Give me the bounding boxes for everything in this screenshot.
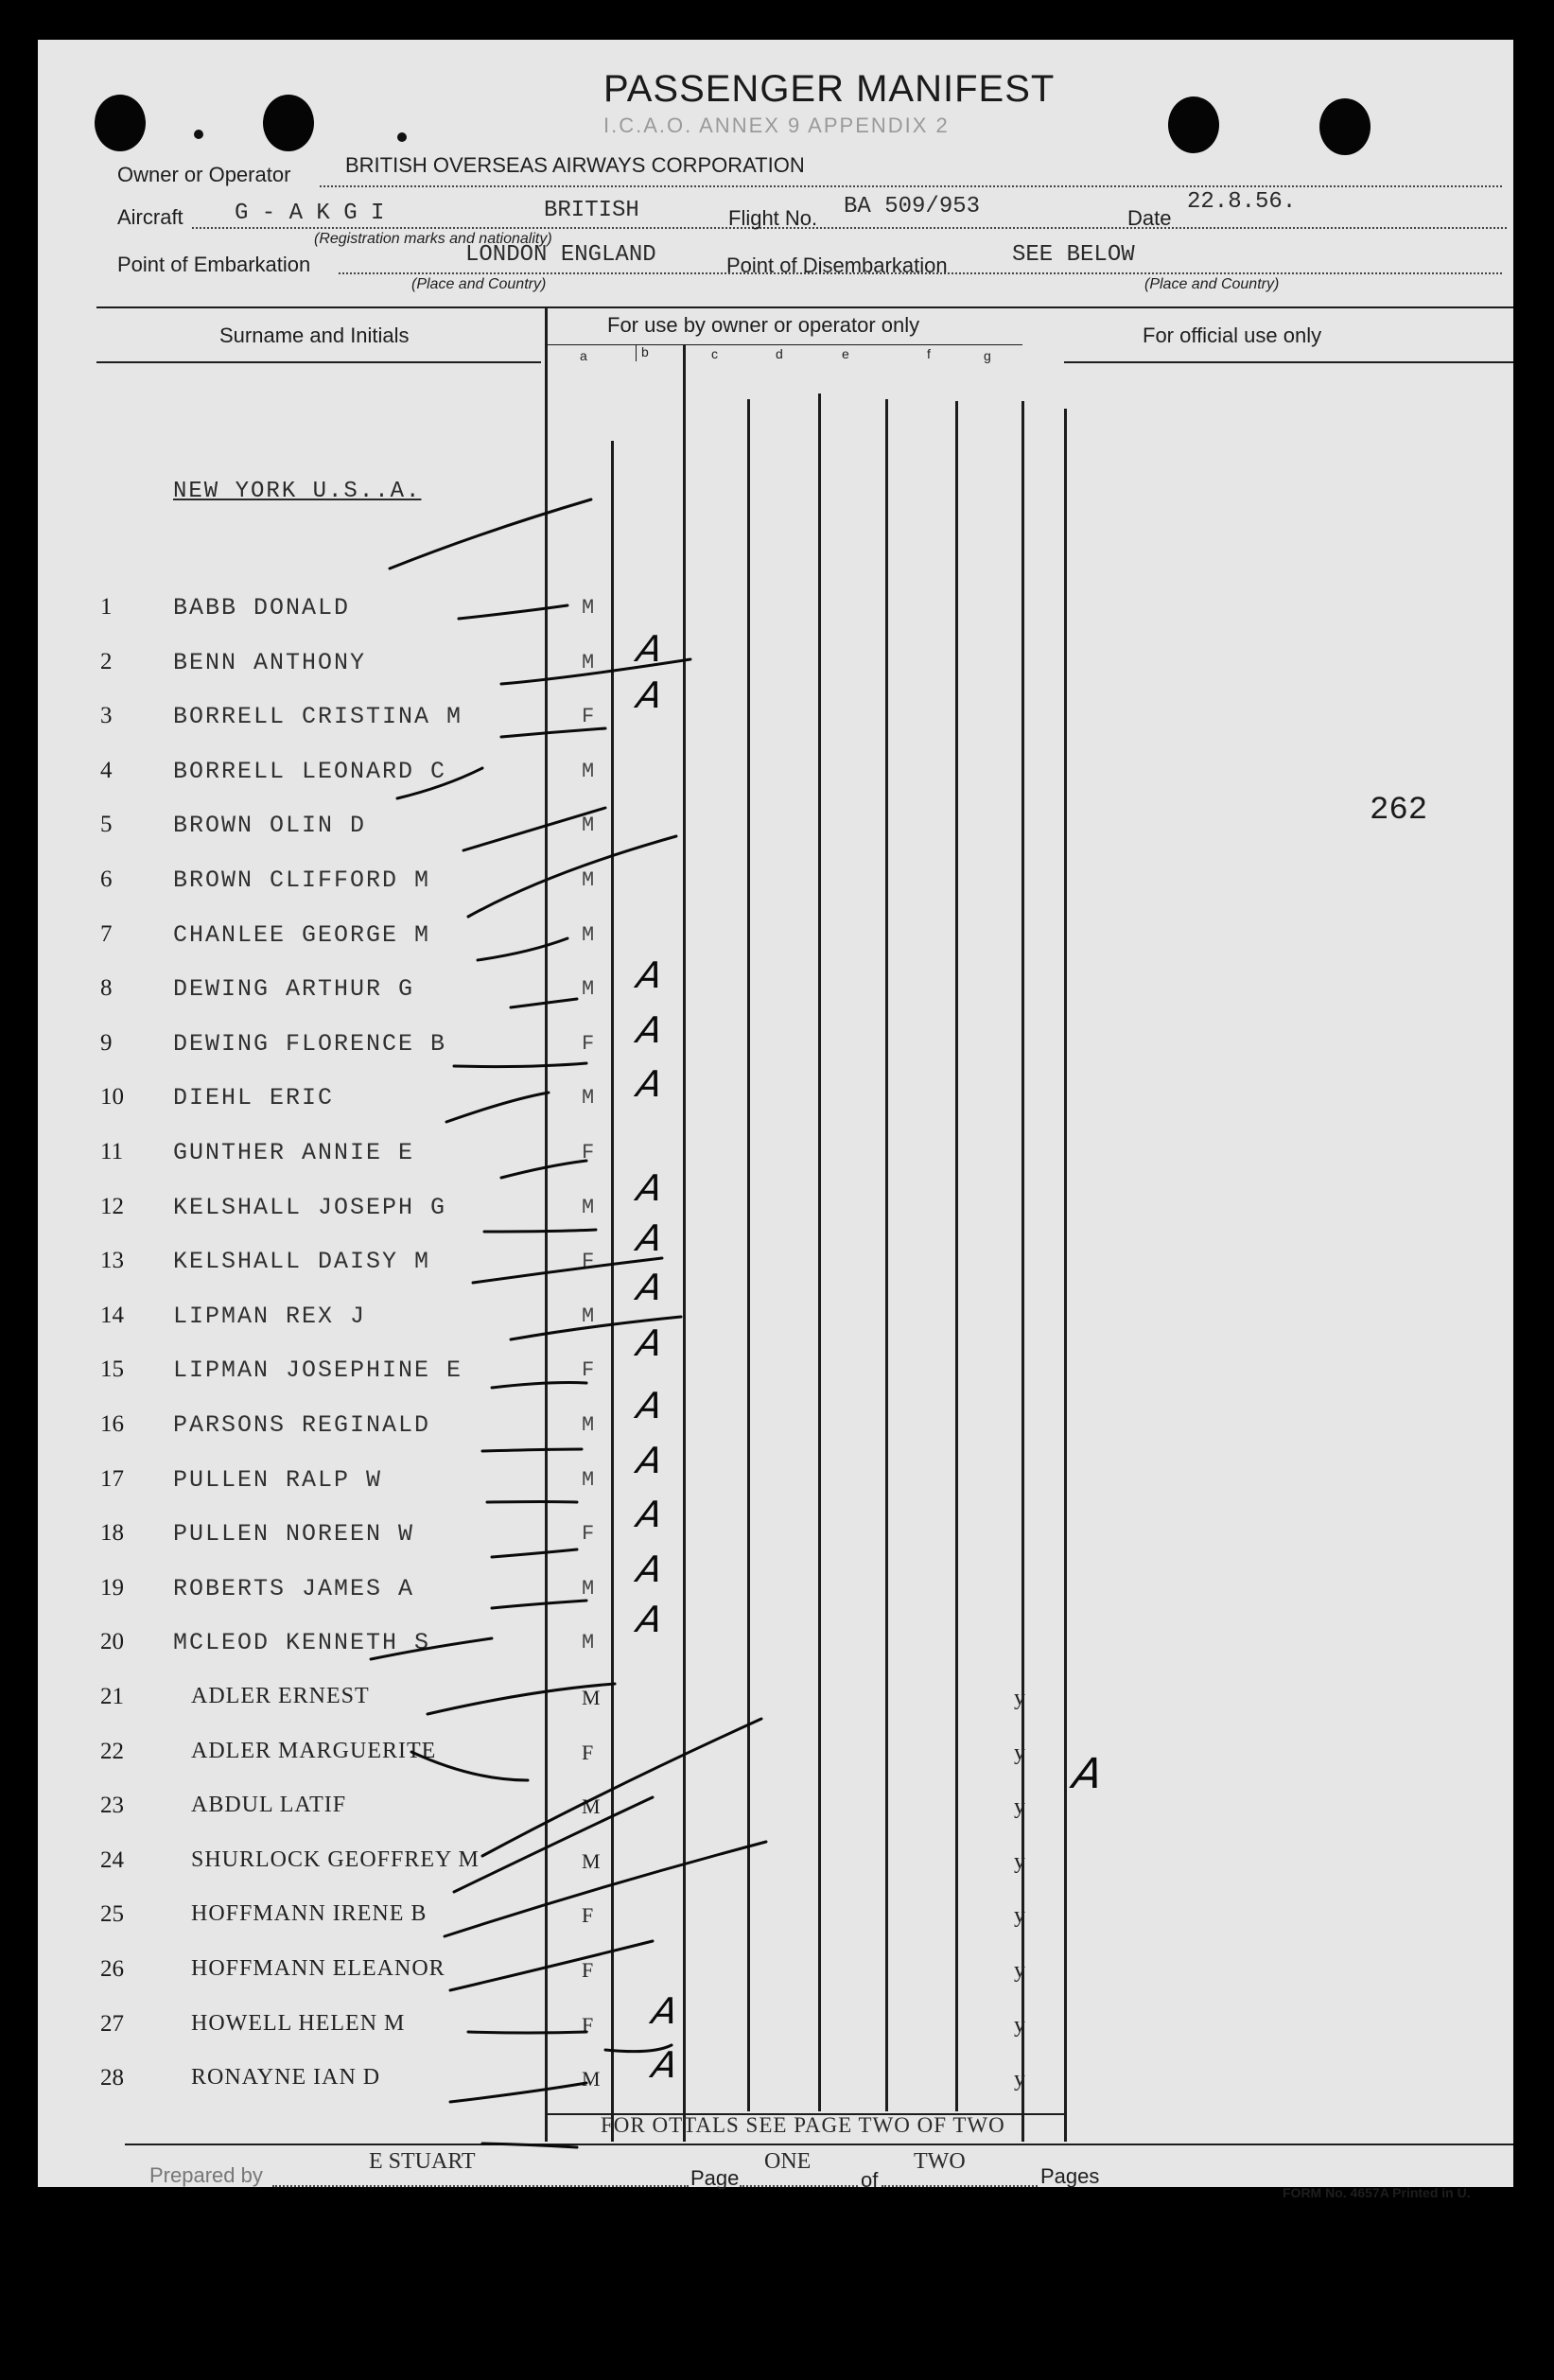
pen-stroke bbox=[482, 2144, 577, 2147]
row-number: 7 bbox=[100, 920, 113, 947]
form-number: FORM No. 4657A Printed in U. bbox=[1283, 2185, 1471, 2200]
handwritten-a-mark: A bbox=[634, 1385, 666, 1426]
date-label: Date bbox=[1127, 206, 1172, 230]
handwritten-a-mark: A bbox=[634, 1494, 666, 1536]
row-number: 1 bbox=[100, 594, 113, 620]
pen-stroke bbox=[371, 1638, 492, 1659]
passenger-sex: M bbox=[582, 650, 595, 674]
pen-strokes bbox=[38, 40, 1513, 2187]
handwritten-a-mark: A bbox=[634, 1439, 666, 1481]
handwritten-a-mark: A bbox=[634, 1266, 666, 1308]
row-number: 12 bbox=[100, 1193, 124, 1219]
prepared-value: E STUART bbox=[369, 2149, 476, 2174]
passenger-sex: M bbox=[582, 1467, 595, 1492]
subcol-b: b bbox=[641, 344, 649, 359]
passenger-sex: M bbox=[582, 1794, 601, 1819]
passenger-sex: M bbox=[582, 1576, 595, 1601]
handwritten-a-mark: A bbox=[634, 1063, 666, 1106]
handwritten-a-mark: A bbox=[634, 1599, 666, 1641]
owner-use-column-header: For use by owner or operator only bbox=[607, 313, 920, 337]
y-mark: y bbox=[1014, 1958, 1025, 1983]
row-number: 25 bbox=[100, 1901, 124, 1928]
passenger-sex: M bbox=[582, 1848, 601, 1873]
disembarkation-label: Point of Disembarkation bbox=[726, 254, 948, 277]
pen-stroke bbox=[484, 1230, 596, 1232]
pen-stroke bbox=[478, 938, 567, 960]
passenger-name: DIEHL ERIC bbox=[173, 1084, 335, 1112]
pen-stroke bbox=[492, 1549, 577, 1557]
row-number: 20 bbox=[100, 1629, 124, 1655]
passenger-name: BORRELL LEONARD C bbox=[173, 757, 447, 785]
passenger-name: ADLER ERNEST bbox=[191, 1684, 370, 1708]
passenger-sex: F bbox=[582, 1740, 594, 1764]
row-number: 14 bbox=[100, 1302, 124, 1328]
official-use-mark: A bbox=[1069, 1750, 1107, 1798]
handwritten-a-mark: A bbox=[649, 1989, 681, 2032]
flight-value: BA 509/953 bbox=[844, 194, 981, 219]
owner-label: Owner or Operator bbox=[117, 163, 291, 186]
pen-stroke bbox=[454, 1063, 586, 1067]
passenger-sex: F bbox=[582, 1250, 595, 1274]
pen-stroke bbox=[450, 2083, 586, 2102]
passenger-sex: M bbox=[582, 868, 595, 892]
pen-stroke bbox=[446, 1093, 549, 1122]
passenger-name: ADLER MARGUERITE bbox=[191, 1738, 437, 1763]
y-mark: y bbox=[1014, 2012, 1025, 2038]
passenger-name: ROBERTS JAMES A bbox=[173, 1574, 415, 1602]
date-value: 22.8.56. bbox=[1187, 189, 1297, 215]
nationality-value: BRITISH bbox=[544, 198, 639, 223]
passenger-name: HOFFMANN ELEANOR bbox=[191, 1956, 445, 1981]
pen-stroke bbox=[411, 1752, 528, 1780]
passenger-name: CHANLEE GEORGE M bbox=[173, 920, 431, 949]
side-page-number: 262 bbox=[1370, 793, 1428, 829]
passenger-name: LIPMAN JOSEPHINE E bbox=[173, 1356, 463, 1385]
pen-stroke bbox=[468, 836, 676, 917]
passenger-sex: M bbox=[582, 759, 595, 783]
passenger-name: DEWING ARTHUR G bbox=[173, 975, 415, 1004]
passenger-sex: M bbox=[582, 814, 595, 838]
passenger-sex: F bbox=[582, 1031, 595, 1056]
passenger-name: BENN ANTHONY bbox=[173, 648, 367, 676]
row-number: 19 bbox=[100, 1574, 124, 1601]
passenger-name: PULLEN NOREEN W bbox=[173, 1520, 415, 1549]
subcol-e: e bbox=[842, 346, 849, 361]
subcol-c: c bbox=[711, 346, 718, 361]
prepared-label: Prepared by bbox=[149, 2163, 263, 2187]
passenger-name: DEWING FLORENCE B bbox=[173, 1029, 447, 1058]
handwritten-a-mark: A bbox=[634, 1166, 666, 1209]
passenger-sex: M bbox=[582, 977, 595, 1002]
pen-stroke bbox=[501, 728, 605, 737]
row-number: 16 bbox=[100, 1411, 124, 1437]
passenger-name: BABB DONALD bbox=[173, 594, 351, 621]
pen-stroke bbox=[454, 1797, 653, 1892]
pen-stroke bbox=[463, 808, 605, 850]
y-mark: y bbox=[1014, 1740, 1025, 1765]
pen-stroke bbox=[492, 1383, 586, 1388]
pen-stroke bbox=[473, 1258, 662, 1283]
pen-stroke bbox=[482, 1449, 582, 1451]
y-mark: y bbox=[1014, 1686, 1025, 1710]
y-mark: y bbox=[1014, 1903, 1025, 1929]
passenger-sex: M bbox=[582, 922, 595, 947]
passenger-sex: M bbox=[582, 2067, 601, 2091]
handwritten-a-mark: A bbox=[634, 1322, 666, 1365]
pen-stroke bbox=[501, 659, 690, 684]
embarkation-value: LONDON ENGLAND bbox=[465, 242, 656, 268]
passenger-name: KELSHALL JOSEPH G bbox=[173, 1193, 447, 1221]
pen-stroke bbox=[511, 999, 577, 1007]
passenger-sex: F bbox=[582, 705, 595, 729]
aircraft-value: G - A K G I bbox=[235, 201, 385, 226]
row-number: 15 bbox=[100, 1356, 124, 1383]
surname-column-header: Surname and Initials bbox=[219, 324, 410, 347]
pen-stroke bbox=[511, 1317, 681, 1339]
handwritten-a-mark: A bbox=[634, 627, 666, 670]
row-number: 2 bbox=[100, 648, 113, 674]
row-number: 6 bbox=[100, 866, 113, 892]
passenger-name: RONAYNE IAN D bbox=[191, 2065, 381, 2091]
row-number: 23 bbox=[100, 1793, 124, 1819]
row-number: 17 bbox=[100, 1465, 124, 1492]
row-number: 13 bbox=[100, 1248, 124, 1274]
row-number: 22 bbox=[100, 1738, 124, 1764]
pen-stroke bbox=[501, 1161, 586, 1178]
row-number: 11 bbox=[100, 1139, 124, 1164]
manifest-sheet bbox=[38, 40, 1513, 2200]
disembarkation-value: SEE BELOW bbox=[1012, 242, 1135, 268]
passenger-sex: F bbox=[582, 1358, 595, 1383]
pen-stroke bbox=[482, 1719, 761, 1856]
handwritten-a-mark: A bbox=[649, 2044, 681, 2087]
passenger-sex: F bbox=[582, 1522, 595, 1547]
totals-note: FOR OTTALS SEE PAGE TWO OF TWO bbox=[601, 2113, 1005, 2137]
passenger-name: GUNTHER ANNIE E bbox=[173, 1139, 415, 1166]
pages-label: Pages bbox=[1040, 2164, 1100, 2188]
section-heading: NEW YORK U.S..A. bbox=[173, 479, 422, 504]
flight-label: Flight No. bbox=[728, 206, 818, 230]
row-number: 8 bbox=[100, 975, 113, 1002]
row-number: 28 bbox=[100, 2065, 124, 2091]
handwritten-a-mark: A bbox=[634, 1217, 666, 1260]
passenger-sex: M bbox=[582, 1413, 595, 1437]
handwritten-a-mark: A bbox=[634, 1008, 666, 1051]
passenger-name: HOWELL HELEN M bbox=[191, 2010, 406, 2036]
pen-stroke bbox=[450, 1941, 653, 1990]
passenger-name: BORRELL CRISTINA M bbox=[173, 703, 463, 731]
official-use-column-header: For official use only bbox=[1143, 324, 1322, 347]
pen-stroke bbox=[428, 1684, 615, 1714]
embarkation-note: (Place and Country) bbox=[411, 276, 547, 292]
passenger-name: LIPMAN REX J bbox=[173, 1302, 367, 1330]
pen-stroke bbox=[459, 605, 567, 619]
y-mark: y bbox=[1014, 1794, 1025, 1820]
row-number: 24 bbox=[100, 1846, 124, 1873]
passenger-name: SHURLOCK GEOFFREY M bbox=[191, 1846, 480, 1872]
row-number: 18 bbox=[100, 1520, 124, 1547]
row-number: 5 bbox=[100, 812, 113, 838]
pen-stroke bbox=[468, 2032, 586, 2033]
pen-stroke bbox=[445, 1842, 766, 1936]
passenger-name: PULLEN RALP W bbox=[173, 1465, 383, 1494]
passenger-sex: F bbox=[582, 1958, 594, 1982]
passenger-sex: F bbox=[582, 1141, 595, 1164]
pen-stroke bbox=[492, 1601, 586, 1608]
passenger-sex: M bbox=[582, 1686, 601, 1709]
pen-stroke bbox=[487, 1502, 577, 1503]
subcol-f: f bbox=[927, 346, 931, 361]
passenger-name: KELSHALL DAISY M bbox=[173, 1248, 431, 1276]
of-value: TWO bbox=[914, 2149, 966, 2174]
handwritten-a-mark: A bbox=[634, 954, 666, 997]
registration-note: (Registration marks and nationality) bbox=[314, 231, 552, 247]
row-number: 27 bbox=[100, 2010, 124, 2037]
passenger-name: BROWN OLIN D bbox=[173, 812, 367, 840]
row-number: 4 bbox=[100, 757, 113, 783]
pen-stroke bbox=[397, 768, 482, 798]
handwritten-a-mark: A bbox=[634, 674, 666, 717]
page-value: ONE bbox=[764, 2149, 812, 2174]
y-mark: y bbox=[1014, 1848, 1025, 1874]
row-number: 3 bbox=[100, 703, 113, 729]
passenger-name: BROWN CLIFFORD M bbox=[173, 866, 431, 894]
passenger-name: HOFFMANN IRENE B bbox=[191, 1901, 428, 1927]
page-title: PASSENGER MANIFEST bbox=[603, 68, 1056, 110]
pen-stroke bbox=[390, 499, 591, 569]
pen-stroke bbox=[605, 2045, 672, 2052]
subcol-g: g bbox=[984, 348, 991, 363]
passenger-name: ABDUL LATIF bbox=[191, 1793, 347, 1818]
passenger-sex: M bbox=[582, 1304, 595, 1328]
y-mark: y bbox=[1014, 2067, 1025, 2092]
aircraft-label: Aircraft bbox=[117, 205, 183, 229]
passenger-sex: F bbox=[582, 2012, 594, 2037]
row-number: 26 bbox=[100, 1956, 124, 1982]
passenger-sex: M bbox=[582, 1195, 595, 1219]
owner-value: BRITISH OVERSEAS AIRWAYS CORPORATION bbox=[345, 153, 805, 177]
subcol-d: d bbox=[776, 346, 783, 361]
of-label: of bbox=[861, 2168, 879, 2192]
passenger-sex: M bbox=[582, 596, 595, 620]
handwritten-a-mark: A bbox=[634, 1548, 666, 1590]
passenger-name: MCLEOD KENNETH S bbox=[173, 1629, 431, 1657]
row-number: 10 bbox=[100, 1084, 124, 1111]
page-subtitle: I.C.A.O. ANNEX 9 APPENDIX 2 bbox=[603, 114, 950, 137]
subcol-a: a bbox=[580, 348, 587, 363]
row-number: 21 bbox=[100, 1684, 124, 1709]
passenger-sex: M bbox=[582, 1631, 595, 1655]
embarkation-label: Point of Embarkation bbox=[117, 253, 311, 276]
page-label: Page bbox=[690, 2166, 740, 2190]
row-number: 9 bbox=[100, 1029, 113, 1056]
passenger-sex: F bbox=[582, 1903, 594, 1928]
passenger-sex: M bbox=[582, 1086, 595, 1111]
passenger-name: PARSONS REGINALD bbox=[173, 1411, 431, 1439]
disembarkation-note: (Place and Country) bbox=[1144, 276, 1280, 292]
